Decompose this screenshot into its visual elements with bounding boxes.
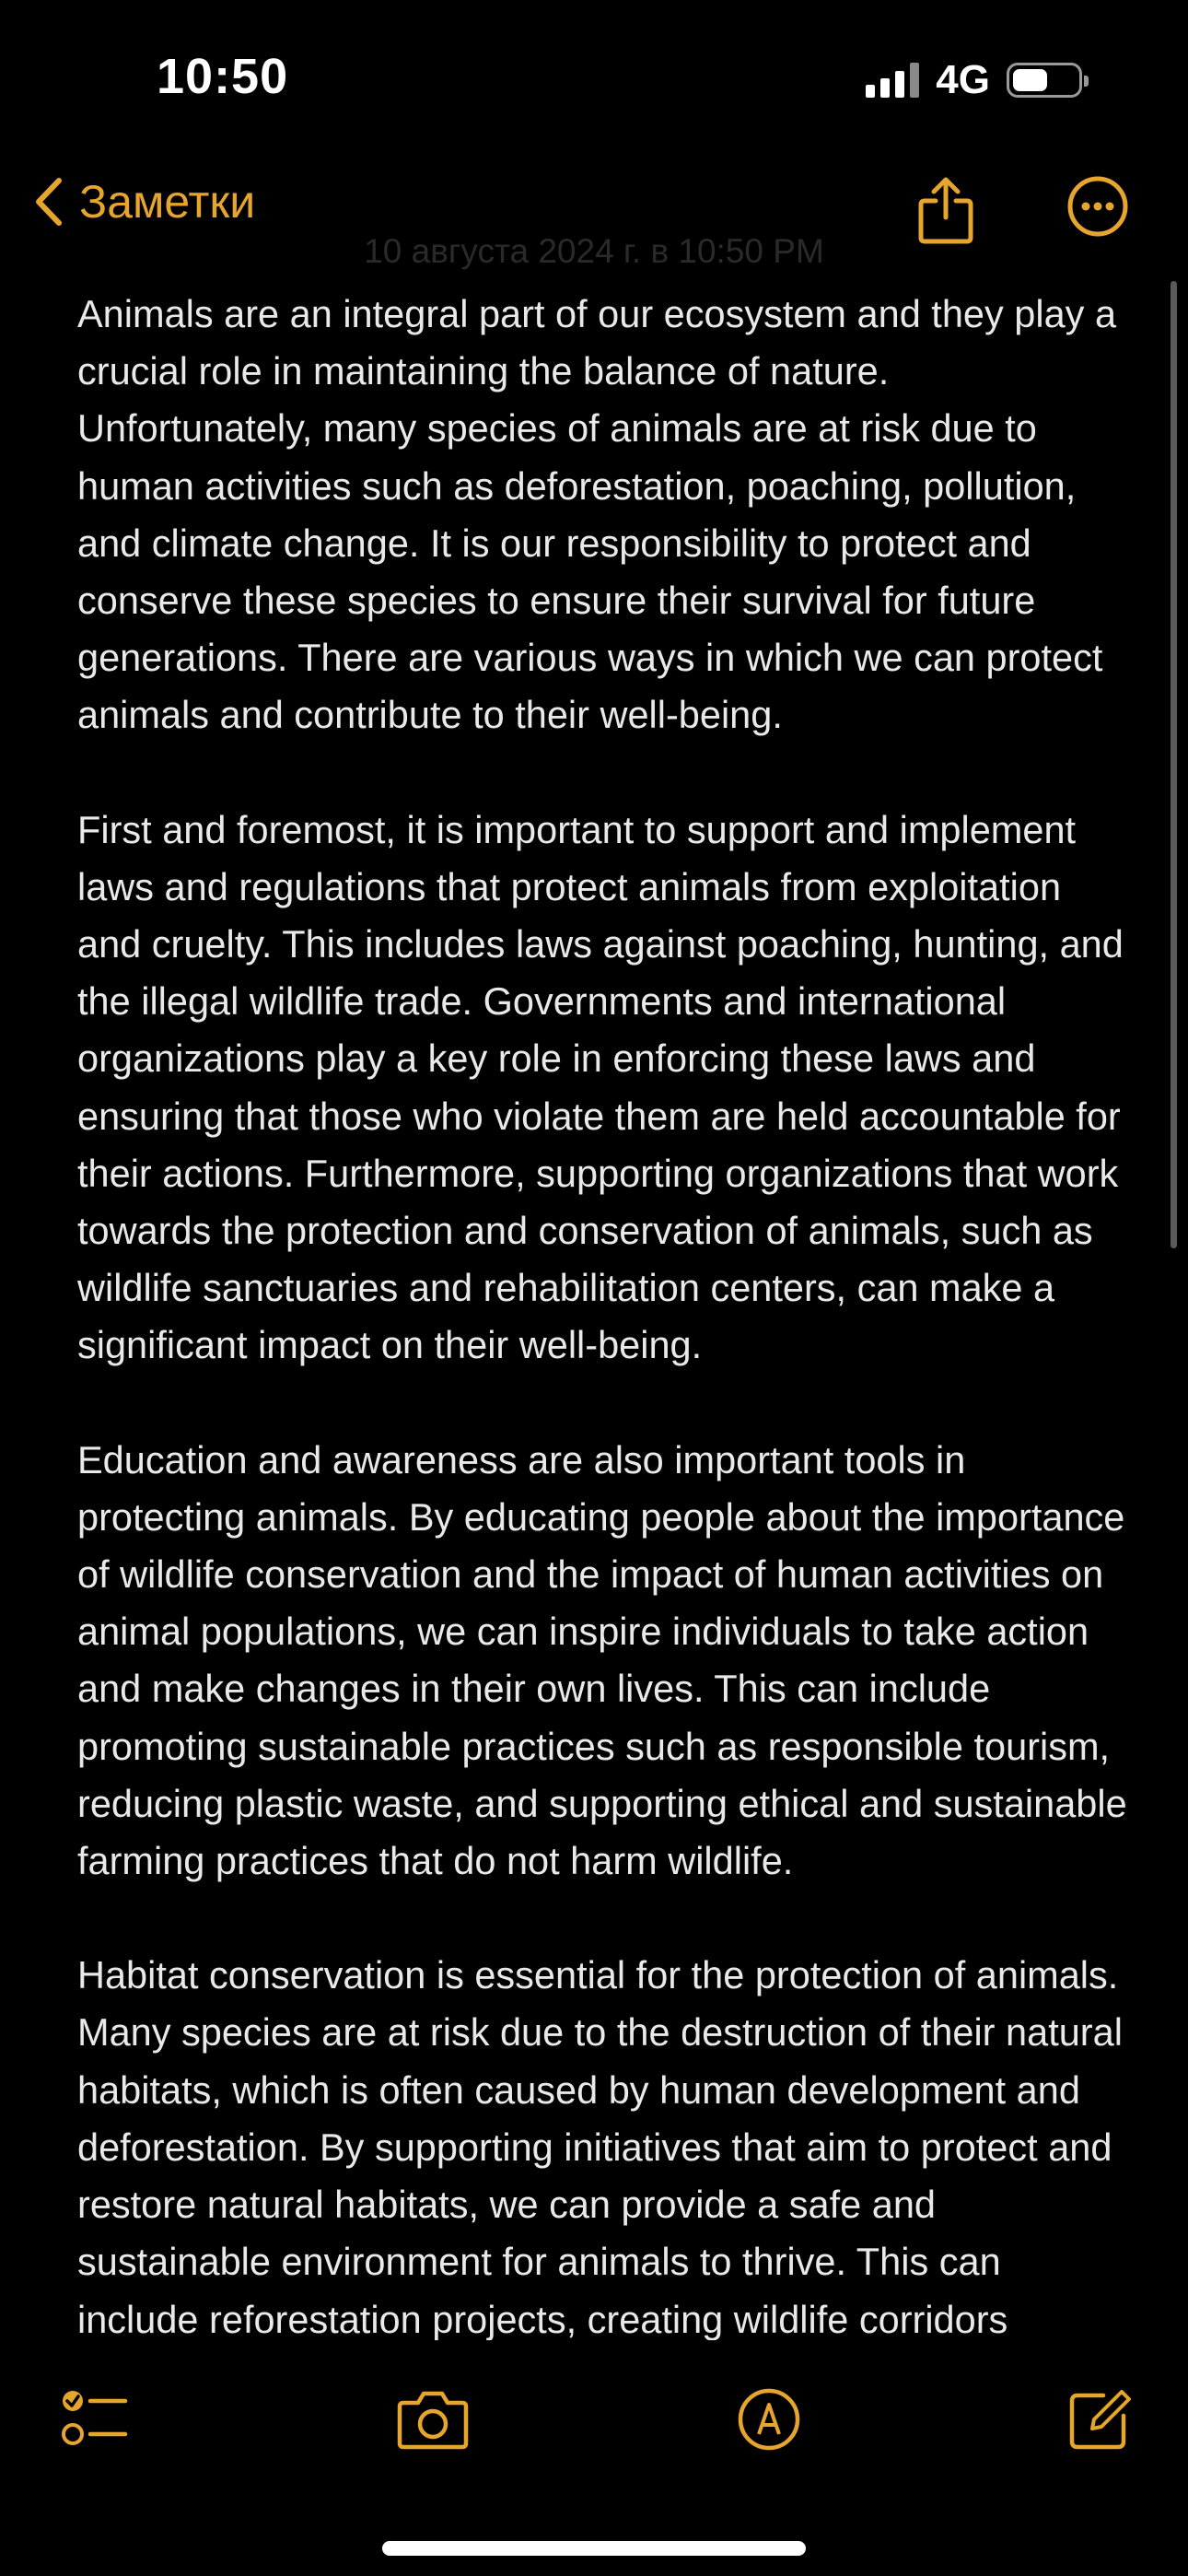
- markup-icon: [737, 2386, 801, 2453]
- camera-icon: [396, 2386, 470, 2451]
- cellular-signal-icon: [866, 63, 919, 98]
- status-time: 10:50: [157, 49, 289, 104]
- camera-button[interactable]: [396, 2386, 470, 2455]
- back-button[interactable]: [33, 175, 255, 228]
- note-paragraph: Habitat conservation is essential for the protection of animals. Many species are at risk due to the destruction of their natural habitats, which is often caused by human development and deforestation. By supporting initiatives that aim to protect and restore natural habitats, we can provide a safe and sustainable environment for animals to thrive. This can include reforestation projects, creating wildlife corridors: [77, 1953, 1123, 2341]
- chevron-left-icon: [33, 175, 64, 228]
- compose-icon: [1066, 2386, 1133, 2453]
- note-body[interactable]: [77, 286, 1127, 2406]
- note-paragraph: Animals are an integral part of our ecosystem and they play a crucial role in maintaining the balance of nature. Unfortunately, many species of animals are at risk due to human activities such as deforestation, poaching, pollution, and climate change. It is our responsibility to protect and conserve these species to ensure their survival for future generations. There are various ways in which we can protect animals and contribute to their well-being.: [77, 292, 1117, 737]
- home-indicator[interactable]: [382, 2541, 806, 2556]
- more-icon: [1066, 175, 1129, 238]
- note-paragraph: First and foremost, it is important to support and implement laws and regulations that protect animals from exploitation and cruelty. This includes laws against poaching, hunting, and the illegal wildlife trade. Governments and international organizations play a key role in enforcing these laws and ensuring that those who violate them are held accountable for their actions. Furthermore, supporting organizations that work towards the protection and conservation of animals, such as wildlife sanctuaries and rehabilitation centers, can make a significant impact on their well-being.: [77, 807, 1124, 1367]
- checklist-icon: [61, 2386, 129, 2451]
- status-indicators: [866, 57, 1082, 103]
- note-paragraph: Education and awareness are also important tools in protecting animals. By educating people about the importance of wildlife conservation and the impact of human activities on animal populations, we can inspire individuals to take action and make changes in their own lives. This can include promoting sustainable practices such as responsible tourism, reducing plastic waste, and supporting ethical and sustainable farming practices that do not harm wildlife.: [77, 1437, 1127, 1883]
- scrollbar[interactable]: [1171, 281, 1177, 1248]
- markup-button[interactable]: [737, 2386, 801, 2457]
- network-type: 4G: [936, 57, 990, 102]
- bottom-toolbar: [0, 2386, 1188, 2460]
- note-date: 10 августа 2024 г. в 10:50 PM: [364, 232, 824, 270]
- checklist-button[interactable]: [61, 2386, 129, 2455]
- back-button-label: Заметки: [79, 176, 256, 228]
- battery-level: [1013, 69, 1047, 91]
- compose-button[interactable]: [1066, 2386, 1133, 2457]
- battery-icon: [1007, 63, 1082, 98]
